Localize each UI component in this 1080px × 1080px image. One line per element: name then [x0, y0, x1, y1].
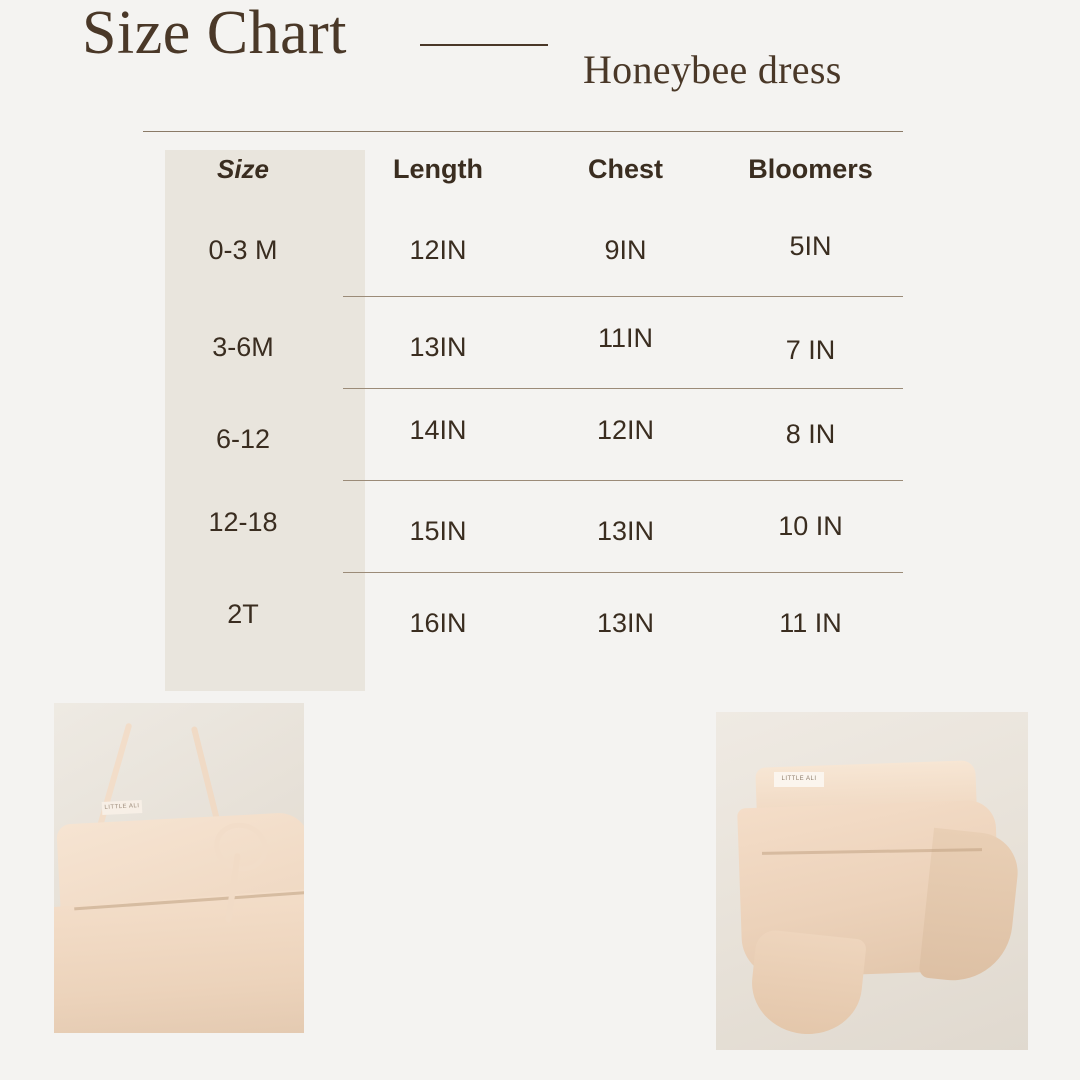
- table-row: [143, 573, 903, 665]
- size-chart-table-container: [143, 131, 903, 664]
- cell-length: 14IN: [343, 385, 533, 477]
- cell-bloomers: 8 IN: [718, 389, 903, 481]
- cell-length: 15IN: [343, 486, 533, 578]
- column-header-size: Size: [216, 154, 270, 184]
- page-title: Size Chart: [82, 0, 347, 67]
- table-row: [143, 481, 903, 573]
- product-photo-dress: [54, 703, 304, 1033]
- cell-bloomers: 5IN: [789, 231, 832, 261]
- cell-size: 3-6M: [212, 332, 274, 362]
- dress-skirt: [54, 889, 304, 1033]
- product-name: Honeybee dress: [583, 47, 842, 92]
- cell-size: 12-18: [208, 507, 278, 537]
- table-row: [143, 389, 903, 481]
- cell-bloomers: 7 IN: [718, 305, 903, 397]
- table-row: [143, 297, 903, 389]
- product-photo-bloomers: [716, 712, 1028, 1050]
- cell-length: 16IN: [343, 578, 533, 670]
- column-header-bloomers: Bloomers: [748, 154, 873, 184]
- cell-chest: 11IN: [533, 293, 718, 385]
- cell-length: 13IN: [343, 302, 533, 394]
- size-chart-table: [143, 132, 903, 664]
- column-header-length: Length: [393, 154, 483, 184]
- cell-size: 2T: [227, 598, 259, 629]
- brand-label: LITTLE ALI: [102, 800, 143, 815]
- cell-bloomers: 10 IN: [718, 481, 903, 573]
- cell-chest: 13IN: [533, 486, 718, 578]
- cell-chest: 13IN: [533, 578, 718, 670]
- table-header-row: [143, 132, 903, 205]
- cell-size: 0-3 M: [208, 235, 278, 266]
- cell-chest: 12IN: [533, 385, 718, 477]
- table-row: [143, 205, 903, 297]
- cell-bloomers: 11 IN: [718, 578, 903, 670]
- cell-length: 12IN: [409, 235, 467, 265]
- title-divider: [420, 44, 548, 46]
- header: [0, 0, 1080, 130]
- column-header-chest: Chest: [587, 154, 663, 184]
- cell-chest: 9IN: [604, 235, 647, 265]
- cell-size: 6-12: [215, 424, 271, 454]
- brand-label: LITTLE ALI: [774, 772, 824, 787]
